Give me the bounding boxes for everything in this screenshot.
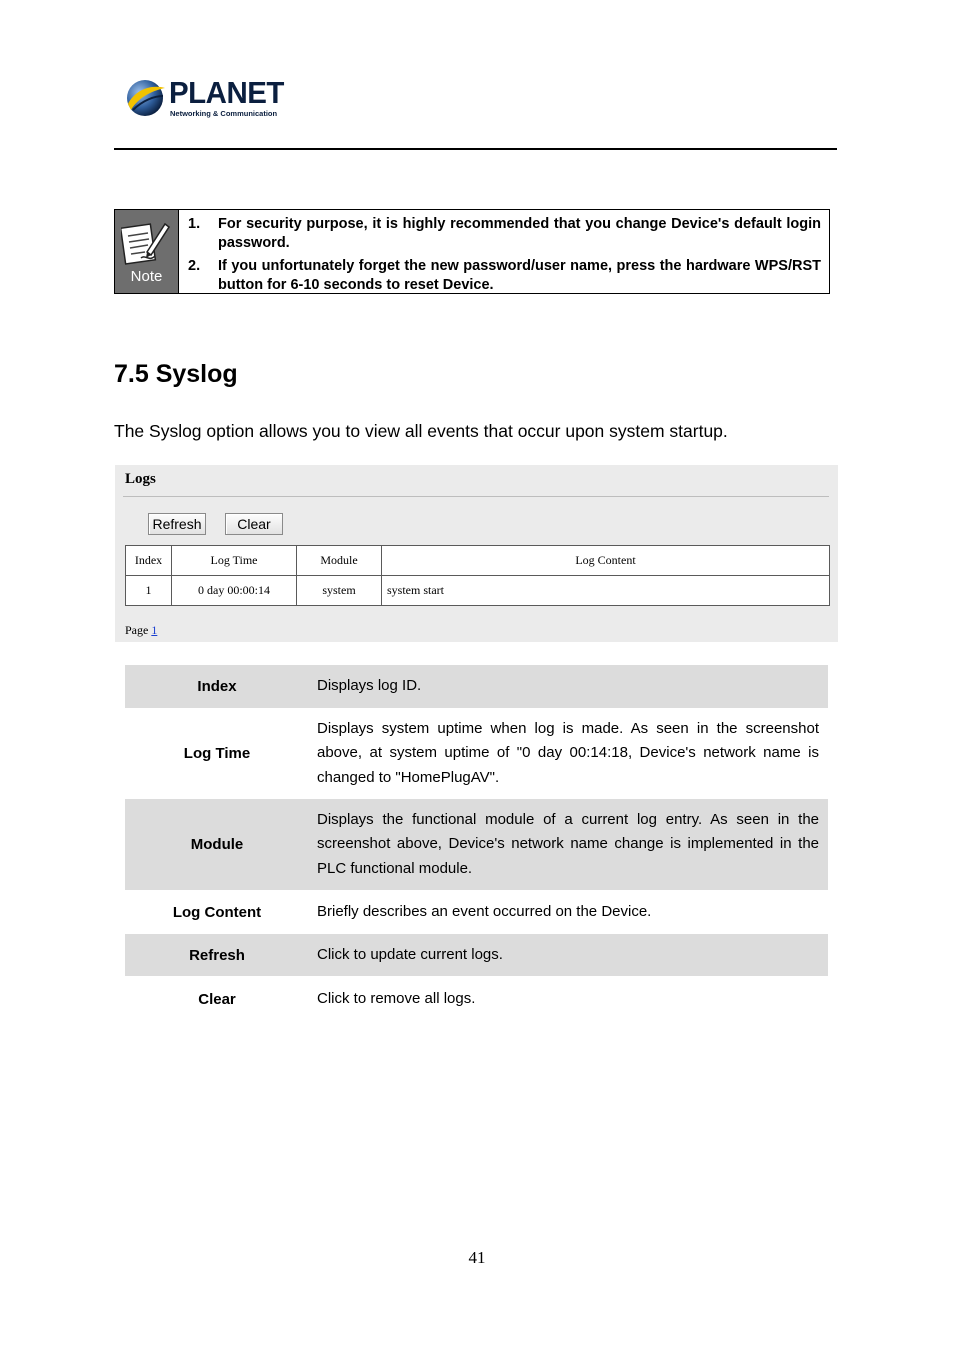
- table-row: [125, 934, 828, 976]
- planet-globe-logo-icon: [125, 76, 167, 120]
- logo-tagline: Networking & Communication: [170, 109, 278, 118]
- table-row: [126, 576, 830, 606]
- logo-brand-text: PLANET: [169, 75, 284, 110]
- term-module: Module: [125, 799, 309, 890]
- note-item-number: 1.: [188, 216, 201, 232]
- header-divider: [114, 148, 837, 150]
- refresh-button[interactable]: Refresh: [148, 513, 206, 535]
- column-header-index: Index: [126, 546, 172, 576]
- logs-title: Logs: [125, 471, 156, 487]
- term-log-time: Log Time: [183, 745, 251, 762]
- note-list: [188, 215, 821, 295]
- planet-logo: [125, 76, 285, 120]
- definition-log-time: Displays system uptime when log is made. As seen in the screenshot above, at system uptime of "0 day 00:14:18, Device's network name is changed to "HomePlugAV".: [317, 719, 819, 786]
- page-label: Page: [125, 623, 149, 637]
- table-row: [125, 976, 828, 1022]
- section-title: 7.5 Syslog: [114, 360, 238, 388]
- table-row: [125, 708, 828, 799]
- definition-log-content: Briefly describes an event occurred on the Device.: [317, 902, 652, 920]
- definition-refresh: Click to update current logs.: [309, 934, 828, 976]
- note-item-number: 2.: [188, 258, 201, 274]
- note-pen-icon: [121, 218, 171, 266]
- term-index: Index: [125, 665, 309, 708]
- note-item-text: If you unfortunately forget the new password/user name, press the hardware WPS/RST button for 6-10 seconds to reset Device.: [218, 258, 821, 293]
- definition-module: Displays the functional module of a current log entry. As seen in the screenshot above, Device's network name change is implemented in the PLC functional module.: [309, 799, 828, 890]
- definition-index: Displays log ID.: [309, 665, 828, 708]
- description-table: [125, 665, 828, 1022]
- clear-button[interactable]: Clear: [225, 513, 283, 535]
- cell-module: system: [297, 576, 382, 606]
- note-item: [188, 215, 821, 253]
- note-box: [114, 209, 830, 294]
- definition-clear: Click to remove all logs.: [317, 989, 476, 1007]
- column-header-log-time: Log Time: [172, 546, 297, 576]
- logs-panel: [115, 465, 838, 642]
- page-number: 41: [468, 1248, 486, 1267]
- cell-log-time: 0 day 00:00:14: [172, 576, 297, 606]
- term-log-content: Log Content: [172, 903, 262, 921]
- section-intro: The Syslog option allows you to view all events that occur upon system startup.: [114, 421, 728, 441]
- table-row: [125, 890, 828, 934]
- table-row: [125, 665, 828, 708]
- term-refresh: Refresh: [125, 934, 309, 976]
- table-row: [125, 799, 828, 890]
- pagination: [125, 623, 157, 638]
- note-item: [188, 257, 821, 295]
- column-header-log-content: Log Content: [382, 546, 830, 576]
- term-clear: Clear: [198, 990, 236, 1008]
- column-header-module: Module: [297, 546, 382, 576]
- note-label: Note: [130, 268, 163, 285]
- logs-table-header: [126, 546, 830, 576]
- note-item-text: For security purpose, it is highly recommended that you change Device's default login password.: [218, 216, 821, 251]
- cell-index: 1: [126, 576, 172, 606]
- logs-divider: [123, 496, 829, 497]
- cell-log-content: system start: [382, 576, 830, 606]
- page-link-1[interactable]: 1: [151, 623, 158, 637]
- note-icon-panel: [115, 210, 179, 293]
- logs-table: [125, 545, 830, 606]
